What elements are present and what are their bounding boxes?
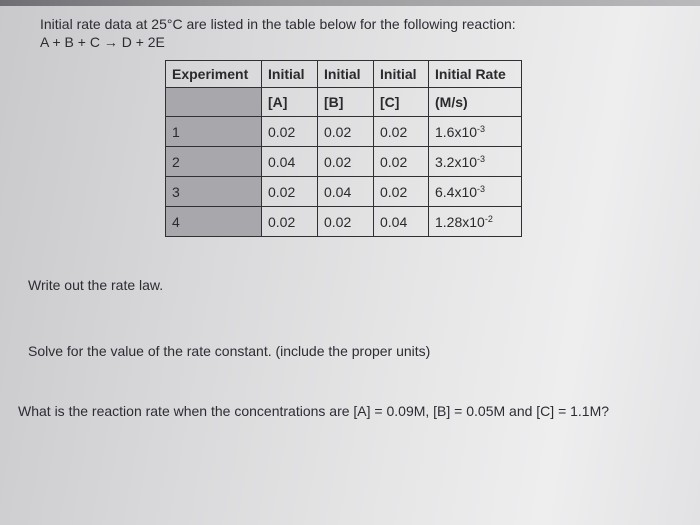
cell-c: 0.02 (374, 147, 429, 177)
rate-exponent: -3 (477, 123, 486, 134)
reaction-equation: A + B + C → D + 2E (40, 34, 165, 50)
rate-data-table (165, 60, 522, 237)
cell-c: 0.02 (374, 177, 429, 207)
cell-b: 0.02 (318, 147, 374, 177)
cell-experiment: 2 (166, 147, 262, 177)
cell-experiment: 4 (166, 207, 262, 237)
cell-a: 0.02 (262, 177, 318, 207)
table-row (166, 117, 522, 147)
cell-c: 0.04 (374, 207, 429, 237)
header-initial-a: Initial (262, 61, 318, 88)
rate-base: 1.6x10 (435, 123, 478, 140)
rate-exponent: -3 (477, 153, 486, 164)
rate-base: 6.4x10 (435, 183, 478, 200)
table-header-row (166, 61, 522, 88)
cell-rate (429, 117, 522, 147)
table-row (166, 177, 522, 207)
header-initial-rate: Initial Rate (429, 61, 522, 88)
question-reaction-rate: What is the reaction rate when the concentrations are [A] = 0.09M, [B] = 0.05M and [C] = 1.1M? (18, 403, 610, 419)
cell-a: 0.02 (262, 117, 318, 147)
header-experiment: Experiment (166, 61, 262, 88)
rate-exponent: -2 (484, 213, 493, 224)
rate-base: 3.2x10 (435, 153, 478, 170)
cell-rate (429, 177, 522, 207)
problem-intro (40, 16, 516, 51)
cell-b: 0.02 (318, 117, 374, 147)
cell-b: 0.02 (318, 207, 374, 237)
subheader-experiment (166, 88, 262, 117)
subheader-rate-units: (M/s) (429, 88, 522, 117)
subheader-c: [C] (374, 88, 429, 117)
question-rate-constant: Solve for the value of the rate constant. (include the proper units) (28, 343, 431, 359)
top-edge-strip (0, 0, 700, 6)
subheader-a: [A] (262, 88, 318, 117)
cell-experiment: 1 (166, 117, 262, 147)
rate-base: 1.28x10 (435, 213, 485, 230)
cell-rate (429, 147, 522, 177)
header-initial-b: Initial (318, 61, 374, 88)
cell-a: 0.02 (262, 207, 318, 237)
cell-rate (429, 207, 522, 237)
cell-b: 0.04 (318, 177, 374, 207)
subheader-b: [B] (318, 88, 374, 117)
table-row (166, 147, 522, 177)
rate-exponent: -3 (477, 183, 486, 194)
question-rate-law: Write out the rate law. (28, 277, 164, 293)
cell-experiment: 3 (166, 177, 262, 207)
intro-text: Initial rate data at 25°C are listed in the table below for the following reaction: (40, 16, 516, 32)
cell-a: 0.04 (262, 147, 318, 177)
header-initial-c: Initial (374, 61, 429, 88)
table-subheader-row (166, 88, 522, 117)
table-row (166, 207, 522, 237)
cell-c: 0.02 (374, 117, 429, 147)
